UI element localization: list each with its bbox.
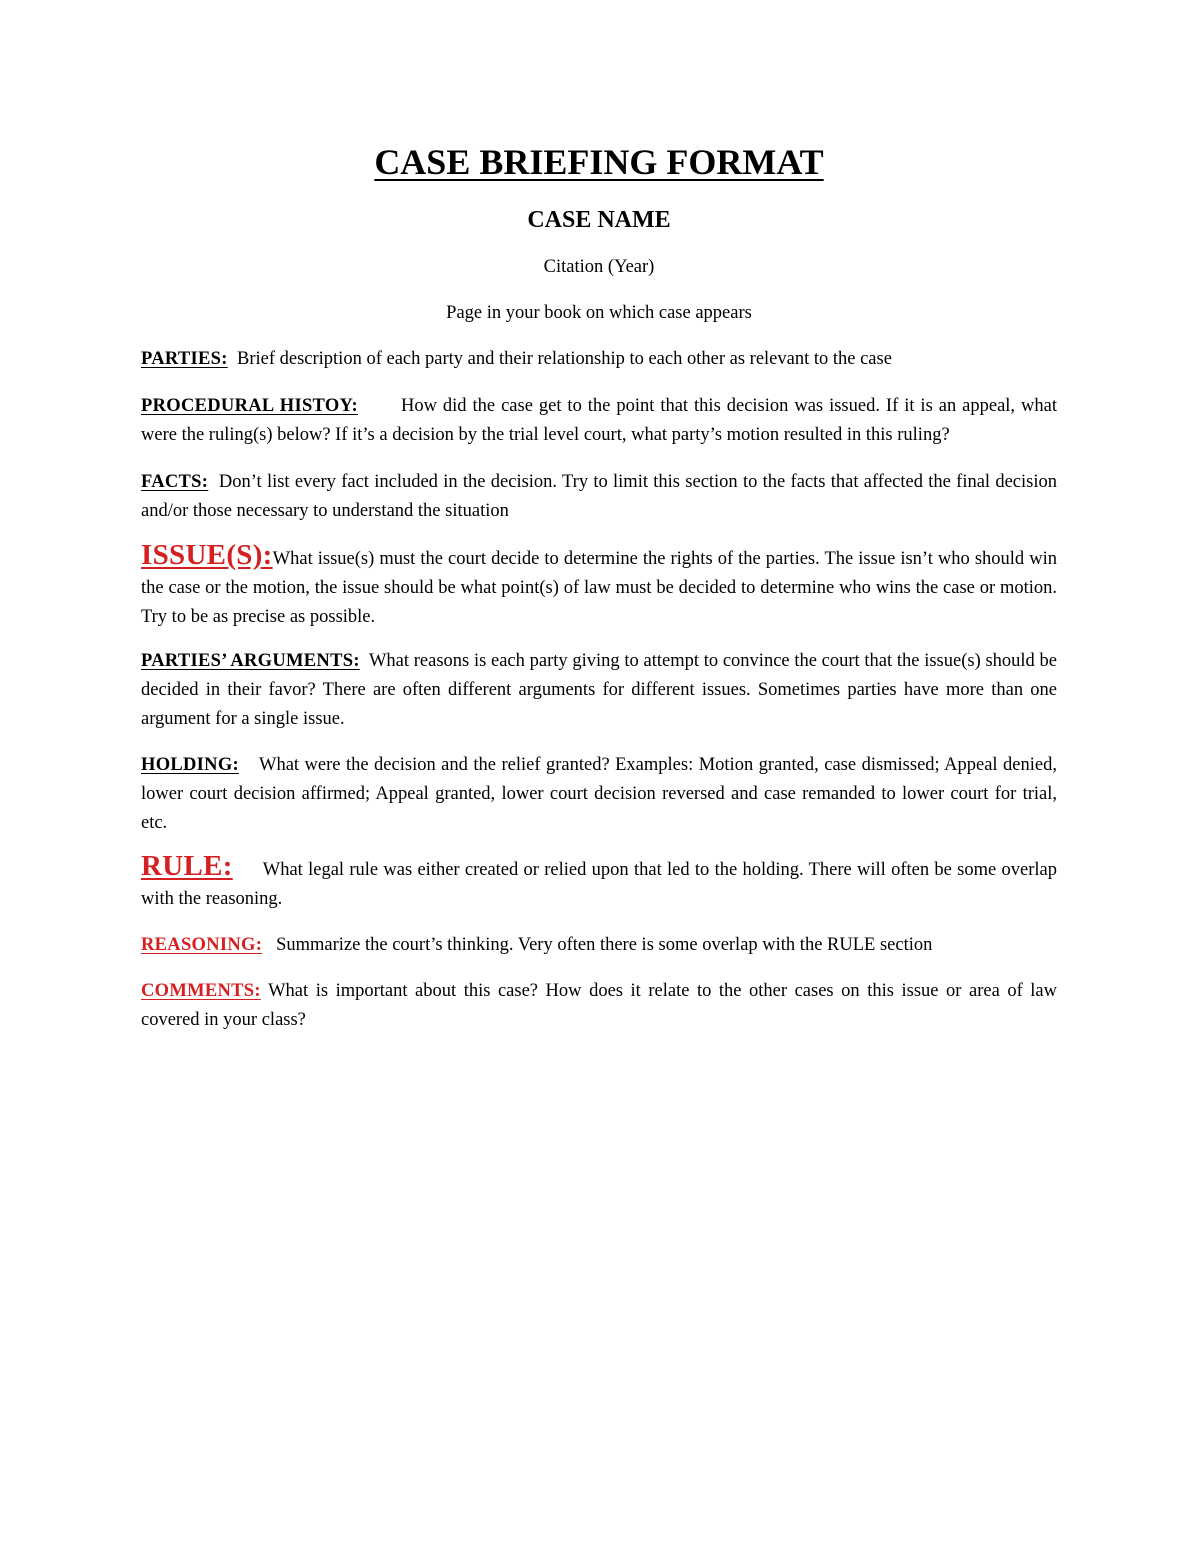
section-parties-arguments-label: PARTIES’ ARGUMENTS: [141,651,360,671]
section-facts-label: FACTS: [141,472,209,492]
section-reasoning-text: Summarize the court’s thinking. Very often there is some overlap with the RULE section [276,935,933,955]
section-holding-label: HOLDING: [141,755,239,775]
section-parties-arguments-text: What reasons is each party giving to attempt to convince the court that the issue(s) should be decided in their favor? There are often different arguments for different issues. Sometimes parties have more than one argument for a single issue. [141,651,1058,729]
section-parties [141,345,1057,374]
section-comments-text: What is important about this case? How does it relate to the other cases on this issue or area of law covered in your class? [141,981,1057,1030]
section-parties-label: PARTIES: [141,349,228,369]
section-rule [141,852,1057,914]
section-holding [141,751,1057,838]
page-reference-line: Page in your book on which case appears [446,303,752,323]
section-parties-text: Brief description of each party and their relationship to each other as relevant to the case [236,349,892,369]
section-facts [141,468,1057,526]
section-rule-label: RULE: [141,850,233,882]
section-issues [141,541,1057,632]
section-procedural-history-text: How did the case get to the point that this decision was issued. If it is an appeal, what were the ruling(s) below? If it’s a decision by the trial level court, what party’s motion resulted in this ruling? [141,396,1057,445]
section-procedural-history [141,392,1057,450]
section-issues-label: ISSUE(S): [141,539,273,571]
section-comments [141,977,1057,1035]
section-holding-text: What were the decision and the relief granted? Examples: Motion granted, case dismissed; Appeal denied, lower court decision affirmed; Appeal granted, lower court decision reversed and case remanded to lower court for trial, etc. [141,755,1057,833]
section-facts-text: Don’t list every fact included in the decision. Try to limit this section to the facts that affected the final decision and/or those necessary to understand the situation [141,472,1058,521]
section-procedural-history-label: PROCEDURAL HISTOY: [141,396,358,416]
document-page [141,140,1057,1035]
document-title: CASE BRIEFING FORMAT [374,142,824,182]
section-issues-text: What issue(s) must the court decide to determine the rights of the parties. The issue isn’t who should win the case or the motion, the issue should be what point(s) of law must be decided to determine who wins the case or motion. Try to be as precise as possible. [141,549,1057,627]
section-parties-arguments [141,647,1057,734]
section-comments-label: COMMENTS: [141,981,261,1001]
section-reasoning-label: REASONING: [141,935,263,955]
case-name-heading: CASE NAME [527,207,671,233]
section-reasoning [141,931,1057,960]
citation-line: Citation (Year) [543,257,655,277]
section-rule-text: What legal rule was either created or relied upon that led to the holding. There will often be some overlap with the reasoning. [141,860,1057,909]
